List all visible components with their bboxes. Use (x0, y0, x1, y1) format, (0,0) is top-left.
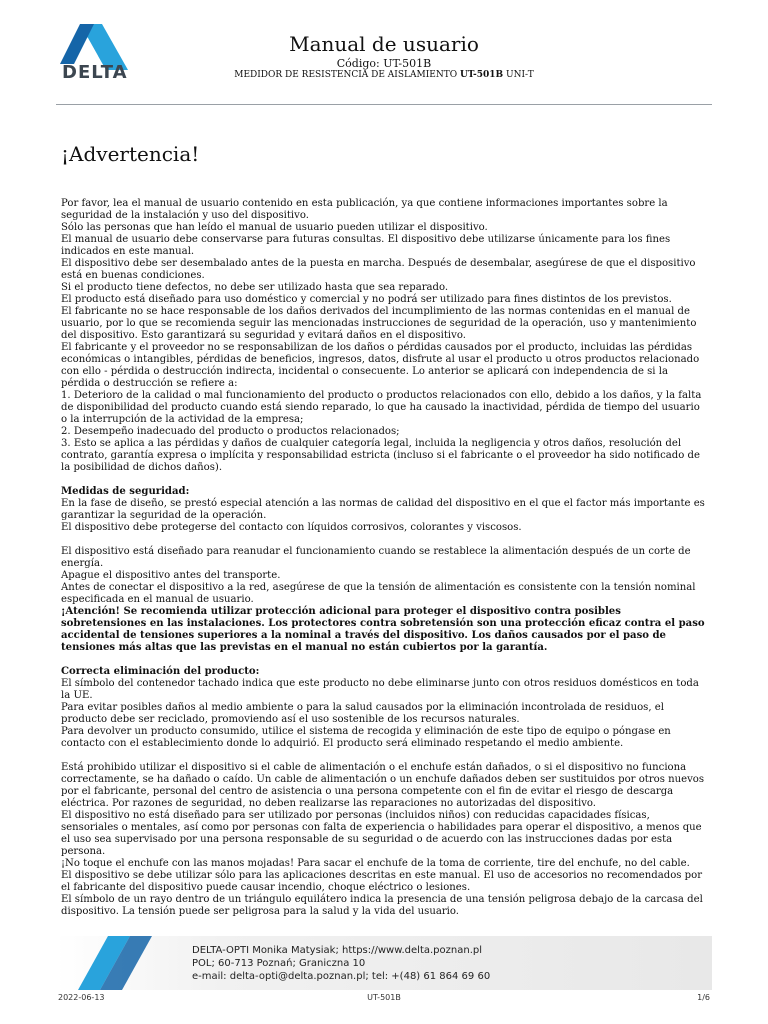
paragraph: El dispositivo se debe utilizar sólo para las aplicaciones descritas en este manual. El uso de accesorios no recomendados por el fabricante del dispositivo puede causar incendio, choque eléctrico o lesiones. (61, 870, 703, 893)
address-line: POL; 60-713 Poznań; Graniczna 10 (192, 958, 366, 969)
paragraph: El dispositivo debe ser desembalado antes de la puesta en marcha. Después de desembalar, asegúrese de que el dispositivo está en buenas condiciones. (61, 258, 696, 281)
paragraph: El manual de usuario debe conservarse para futuras consultas. El dispositivo debe utilizarse únicamente para los fines indicados en este manual. (61, 234, 671, 257)
product-code: Código: UT-501B (336, 57, 432, 70)
subtitle-prefix: MEDIDOR DE RESISTENCIA DE AISLAMIENTO (234, 70, 460, 80)
paragraph: Si el producto tiene defectos, no debe ser utilizado hasta que sea reparado. (61, 282, 449, 293)
paragraph: Sólo las personas que han leído el manual de usuario pueden utilizar el dispositivo. (61, 222, 488, 233)
list-item: 3. Esto se aplica a las pérdidas y daños de cualquier categoría legal, incluida la negligencia y otros daños, resolución del contrato, garantía expresa o implícita y responsabilidad estricta (incluso si el fabricante o el proveedor ha sido notificado de la posibilidad de dichos daños). (61, 438, 700, 473)
surge-warning: ¡Atención! Se recomienda utilizar protección adicional para proteger el dispositivo contra posibles sobretensiones en las instalaciones. Los protectores contra sobretensión son una protección eficaz contra el paso accidental de tensiones superiores a la nominal a través del dispositivo. Los daños causados por el paso de tensiones más altas que las previstas en el manual no están cubiertos por la garantía. (61, 606, 705, 653)
paragraph: El símbolo del contenedor tachado indica que este producto no debe eliminarse junto con otros residuos domésticos en toda la UE. (61, 678, 699, 701)
paragraph: Antes de conectar el dispositivo a la red, asegúrese de que la tensión de alimentación es consistente con la tensión nominal especificada en el manual de usuario. (61, 582, 696, 605)
page-number: 1/6 (697, 993, 710, 1002)
paragraph: Está prohibido utilizar el dispositivo si el cable de alimentación o el enchufe están dañados, o si el dispositivo no funciona correctamente, se ha dañado o caído. Un cable de alimentación o un enchufe dañados deben ser sustituidos por otros nuevos por el fabricante, personal del centro de asistencia o una persona competente con el fin de evitar el riesgo de descarga eléctrica. Por razones de seguridad, no deben realizarse las reparaciones no autorizadas del dispositivo. (61, 762, 705, 809)
logo-text: DELTA (62, 62, 128, 83)
paragraph: El producto está diseñado para uso doméstico y comercial y no podrá ser utilizado para fines distintos de los previstos. (61, 294, 672, 305)
paragraph: ¡No toque el enchufe con las manos mojadas! Para sacar el enchufe de la toma de corriente, tire del enchufe, no del cable. (61, 858, 690, 869)
paragraph: El dispositivo debe protegerse del contacto con líquidos corrosivos, colorantes y viscosos. (61, 522, 522, 533)
paragraph: El fabricante y el proveedor no se responsabilizan de los daños o pérdidas causados por el producto, incluidas las pérdidas económicas o intangibles, pérdidas de beneficios, ingresos, datos, disfrute al usar el producto u otros productos relacionado con ello - pérdida o destrucción indirecta, incidental o consecuente. Lo anterior se aplicará con independencia de si la pérdida o destrucción se refiere a: (61, 342, 700, 389)
footer-logo-mark (56, 936, 152, 990)
contact-line: e-mail: delta-opti@delta.poznan.pl; tel: +(48) 61 864 69 60 (192, 971, 491, 982)
paragraph: El fabricante no se hace responsable de los daños derivados del incumplimiento de las normas contenidas en el manual de usuario, por lo que se recomienda seguir las mencionadas instrucciones de seguridad de la operación, uso y mantenimiento del dispositivo. Esto garantizará su seguridad y evitará daños en el dispositivo. (61, 306, 697, 341)
company-info (192, 944, 490, 983)
warning-heading: ¡Advertencia! (61, 142, 200, 166)
page-title: Manual de usuario (289, 32, 479, 56)
footer-date: 2022-06-13 (58, 993, 105, 1002)
list-item: 2. Desempeño inadecuado del producto o productos relacionados; (61, 426, 400, 437)
paragraph: Para devolver un producto consumido, utilice el sistema de recogida y eliminación de este tipo de equipo o póngase en contacto con el establecimiento donde lo adquirió. El producto será eliminado respetando el medio ambiente. (61, 726, 671, 749)
safety-title: Medidas de seguridad: (61, 486, 190, 497)
paragraph: El símbolo de un rayo dentro de un triángulo equilátero indica la presencia de una tensión peligrosa debajo de la carcasa del dispositivo. La tensión puede ser peligrosa para la salud y la vida del usuario. (61, 894, 703, 917)
paragraph: Para evitar posibles daños al medio ambiente o para la salud causados por la eliminación incontrolada de residuos, el producto debe ser reciclado, promoviendo así el uso sostenible de los recursos naturales. (61, 702, 664, 725)
paragraph: El dispositivo está diseñado para reanudar el funcionamiento cuando se restablece la alimentación después de un corte de energía. (61, 546, 691, 569)
paragraph: Apague el dispositivo antes del transporte. (61, 570, 281, 581)
list-item: 1. Deterioro de la calidad o mal funcionamiento del producto o productos relacionados con ello, debido a los daños, y la falta de disponibilidad del producto cuando está siendo reparado, lo que ha causado la inactividad, pérdida de tiempo del usuario o la interrupción de la actividad de la empresa; (61, 390, 702, 425)
paragraph: Por favor, lea el manual de usuario contenido en esta publicación, ya que contiene informaciones importantes sobre la seguridad de la instalación y uso del dispositivo. (61, 198, 668, 221)
subtitle-suffix: UNI-T (503, 70, 534, 80)
document-body (61, 198, 708, 918)
footer-code: UT-501B (367, 993, 401, 1002)
header-divider (56, 104, 712, 105)
company-line: DELTA-OPTI Monika Matysiak; https://www.delta.poznan.pl (192, 945, 482, 956)
disposal-title: Correcta eliminación del producto: (61, 666, 260, 677)
paragraph: El dispositivo no está diseñado para ser utilizado por personas (incluidos niños) con reducidas capacidades físicas, sensoriales o mentales, así como por personas con falta de experiencia o habilidades para operar el dispositivo, a menos que el uso sea supervisado por una persona responsable de su seguridad o de acuerdo con las instrucciones dadas por esta persona. (61, 810, 702, 857)
subtitle-model: UT-501B (459, 70, 504, 80)
product-subtitle (0, 70, 768, 80)
paragraph: En la fase de diseño, se prestó especial atención a las normas de calidad del dispositivo en el que el factor más importante es garantizar la seguridad de la operación. (61, 498, 705, 521)
